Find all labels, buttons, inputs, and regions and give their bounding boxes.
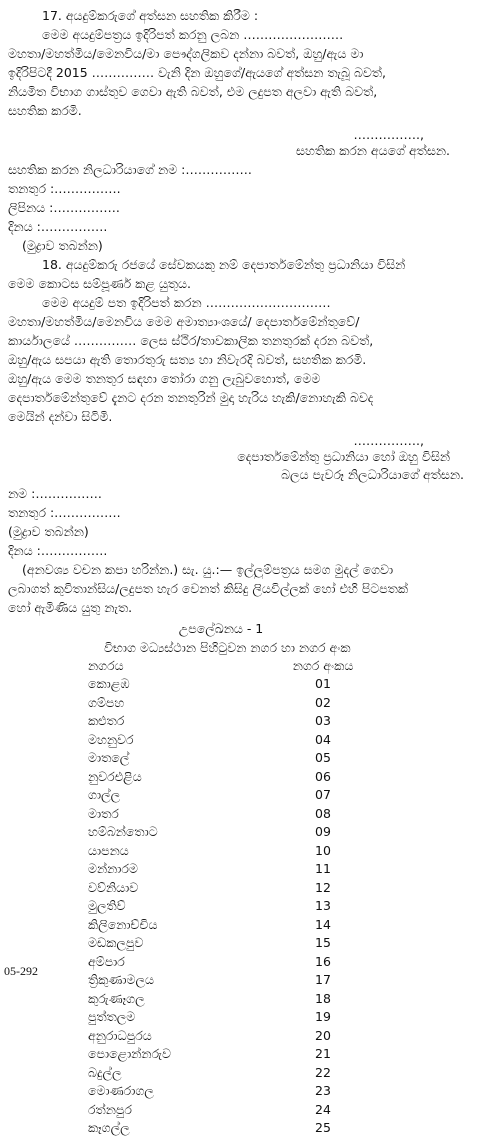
city-number: 01: [315, 676, 331, 691]
city-name: මොණරාගල: [88, 1083, 154, 1098]
city-name: අනුරාධපුරය: [88, 1027, 152, 1043]
city-number: 23: [315, 1083, 331, 1098]
document-page: [8, 6, 494, 1138]
city-name: හම්බන්තොට: [88, 824, 158, 839]
city-number: 11: [315, 861, 331, 876]
section-17: [8, 6, 494, 255]
table-row: [8, 731, 494, 750]
table-header: [8, 657, 494, 675]
table-row: [8, 1027, 494, 1046]
table-row: [8, 675, 494, 694]
section-18-para-line: දෙපාර්තමේන්තුවේ දැනට දරන තනතුරින් මුදා හැරිය හැකි/නොහැකි බවද: [8, 390, 374, 405]
city-number: 17: [315, 972, 331, 987]
seal-note: (මුද්‍රාව තබන්න): [22, 238, 103, 253]
city-name: මඩකලපුව: [88, 935, 144, 950]
table-row: [8, 823, 494, 842]
table-row: [8, 1064, 494, 1083]
designation-field: තනතුර :…………….: [8, 181, 121, 196]
column-header-city: නගරය: [88, 658, 124, 673]
city-number: 18: [315, 990, 331, 1006]
city-number: 03: [315, 713, 331, 728]
section-18-heading-cont: මෙම කොටස සම්පූර්ණ කළ යුතුය.: [8, 276, 191, 291]
city-number: 09: [315, 824, 331, 839]
city-number: 15: [315, 935, 331, 950]
note-line: (අනවශ්‍ය වචන කපා හරින්න.) සැ. යු.:— ඉල්ලුම්පත්‍රය සමග මුදල් ගෙවා: [22, 562, 394, 577]
appendix-subtitle: විභාග මධ්‍යස්ථාන පිහිටුවන නගර හා නගර අංක: [104, 640, 351, 655]
city-number: 14: [315, 916, 331, 932]
table-row: [8, 786, 494, 805]
city-name: පොළොන්නරුව: [88, 1046, 171, 1061]
city-number: 06: [315, 768, 331, 784]
table-row: [8, 897, 494, 916]
section-18-heading: 18. අයදුම්කරු රජයේ සේවකයකු නම් දෙපාර්තමේන්තු ප්‍රධානියා විසින්: [42, 257, 406, 272]
table-row: [8, 1008, 494, 1027]
column-header-number: නගර අංකය: [292, 658, 354, 673]
address-field: ලිපිනය :…………….: [8, 200, 120, 215]
city-number: 04: [315, 731, 331, 747]
city-number: 07: [315, 787, 331, 802]
city-number: 21: [315, 1046, 331, 1061]
section-18-para-line: මහතා/මහත්මිය/මෙනවිය මෙම අමාත්‍යාංශයේ/ දෙපාර්තමේන්තුවේ/: [8, 314, 360, 329]
table-row: [8, 712, 494, 731]
city-number: 02: [315, 694, 331, 710]
city-number: 08: [315, 805, 331, 821]
city-name: ගම්පහ: [88, 694, 125, 710]
table-row: [8, 953, 494, 972]
city-number: 25: [315, 1120, 331, 1135]
section-17-para-line: නියමිත විභාග ගාස්තුව ගෙවා ඇති බවත්, එම ලදුපත අලවා ඇති බවත්,: [8, 84, 378, 99]
note-line: ලබාගත් කුවිතාන්සිය/ලදුපත හැර වෙනත් කිසිදු ලියවිල්ලක් හෝ එහි පිටපතක්: [8, 581, 408, 596]
note-line: හෝ ඇමිණිය යුතු නැත.: [8, 600, 133, 615]
section-17-para-line: මහතා/මහත්මිය/මෙනවිය/මා පෞද්ගලිකව දන්නා බවත්, ඔහු/ඇය මා: [8, 46, 364, 61]
city-number: 10: [315, 842, 331, 858]
designation-field: තනතුර :…………….: [8, 505, 121, 520]
signature-caption: දෙපාර්තමේන්තු ප්‍රධානියා හෝ ඔහු විසින්: [237, 449, 450, 464]
city-name: ගාල්ල: [88, 787, 121, 802]
city-name: මන්නාරම: [88, 861, 138, 876]
city-number: 05: [315, 750, 331, 765]
table-row: [8, 971, 494, 990]
city-number: 13: [315, 898, 331, 913]
city-table: [8, 675, 494, 1138]
city-number: 16: [315, 953, 331, 969]
section-18-para-line: කාර්යාලයේ …………… ලෙස ස්ථිර/තාවකාලික තනතුරක් දරන බවත්,: [8, 333, 374, 348]
city-name: කළුතර: [88, 713, 125, 728]
city-name: නුවරඑළිය: [88, 768, 142, 784]
table-row: [8, 749, 494, 768]
city-name: රත්නපුර: [88, 1101, 132, 1117]
signature-line: …………….,: [353, 127, 424, 142]
signature-caption: සහතික කරන අයගේ අත්සන.: [296, 143, 450, 158]
section-18-para-line: ඔහු/ඇය සපයා ඇති තොරතුරු සත්‍ය හා නිවැරදි බවත්, සහතික කරමි.: [8, 352, 367, 367]
table-row: [8, 1101, 494, 1120]
appendix: [8, 619, 494, 1138]
page-footer-code: 05-292: [4, 964, 38, 978]
city-name: පුත්තලම: [88, 1009, 136, 1024]
table-row: [8, 805, 494, 824]
section-17-para-line: මෙම අයදුම්පත්‍රය ඉදිරිපත් කරනු ලබන ……………………: [42, 27, 344, 42]
table-row: [8, 990, 494, 1009]
city-name: කොළඹ: [88, 676, 130, 691]
city-name: කෑගල්ල: [88, 1120, 130, 1135]
section-18-para-line: මෙයින් දන්වා සිටිමි.: [8, 409, 113, 424]
table-row: [8, 934, 494, 953]
city-number: 24: [315, 1101, 331, 1117]
city-name: කිලිනොච්චිය: [88, 916, 158, 932]
appendix-title: උපලේඛනය - 1: [178, 621, 264, 636]
table-row: [8, 1045, 494, 1064]
table-row: [8, 916, 494, 935]
signature-caption-cont: බලය පැවරූ නිලධාරියාගේ අත්සන.: [281, 467, 464, 482]
city-name: ත්‍රිකුණාමලය: [88, 972, 154, 987]
city-number: 20: [315, 1027, 331, 1043]
signature-line: …………….,: [353, 433, 424, 448]
date-field: දිනය :…………….: [8, 219, 108, 234]
city-name: වව්නියාව: [88, 879, 139, 895]
seal-note: (මුද්‍රාව තබන්න): [8, 524, 89, 539]
section-17-heading: 17. අයදුම්කරුගේ අත්සන සහතික කිරීම :: [42, 8, 259, 23]
table-row: [8, 694, 494, 713]
table-row: [8, 768, 494, 787]
city-name: බදුල්ල: [88, 1064, 122, 1080]
section-17-para-line: ඉදිරිපිටදී 2015 …………… වැනි දින ඔහුගේ/ඇයගේ අත්සන තැබූ බවත්,: [8, 65, 387, 80]
table-row: [8, 879, 494, 898]
date-field: දිනය :…………….: [8, 543, 108, 558]
name-field: නම :…………….: [8, 486, 102, 501]
city-name: මුලතිව්: [88, 898, 126, 913]
city-name: කුරුණෑගල: [88, 990, 145, 1006]
certifier-name-field: සහතික කරන නිලධාරියාගේ නම :…………….: [8, 162, 252, 177]
city-name: මහනුවර: [88, 731, 134, 747]
table-row: [8, 842, 494, 861]
city-name: මාතර: [88, 805, 119, 821]
city-name: යාපනය: [88, 842, 129, 858]
table-row: [8, 1119, 494, 1138]
table-row: [8, 860, 494, 879]
section-17-para-line: සහතික කරමි.: [8, 103, 82, 118]
city-number: 19: [315, 1009, 331, 1024]
city-number: 12: [315, 879, 331, 895]
city-number: 22: [315, 1064, 331, 1080]
table-row: [8, 1082, 494, 1101]
city-name: අම්පාර: [88, 953, 125, 969]
city-name: මාතලේ: [88, 750, 130, 765]
section-18-para-line: ඔහු/ඇය මෙම තනතුර සඳහා තෝරා ගනු ලැබුවහොත්, මෙම: [8, 371, 321, 386]
section-18-para-line: මෙම අයදුම් පත ඉදිරිපත් කරන …………………………: [42, 295, 331, 310]
section-18: [8, 255, 494, 617]
